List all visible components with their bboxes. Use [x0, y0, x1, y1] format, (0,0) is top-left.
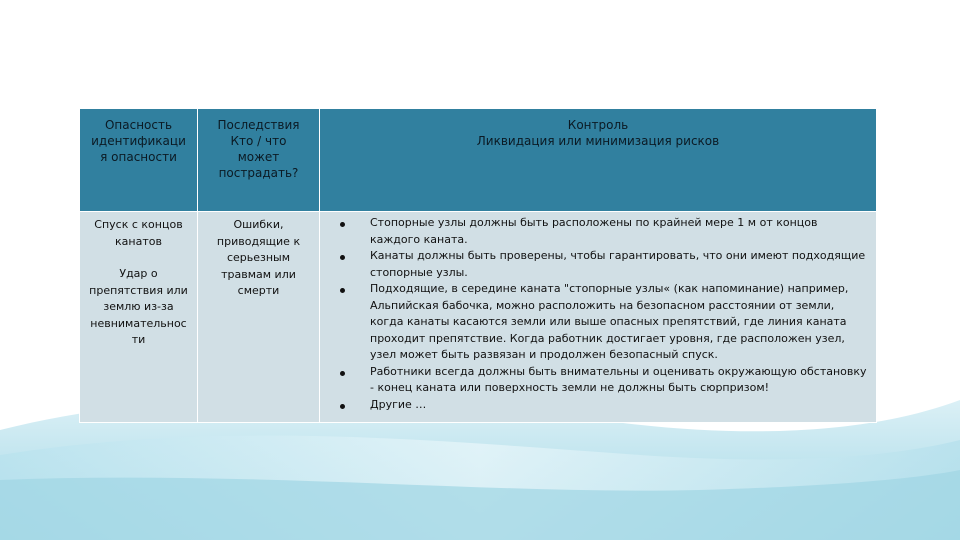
- list-item: [346, 215, 868, 248]
- controls-list: [320, 212, 876, 413]
- control-text: Канаты должны быть проверены, чтобы гарантировать, что они имеют подходящие стопорные узлы.: [370, 249, 866, 279]
- bullet-icon: [340, 371, 345, 376]
- header-text: Последствия: [217, 118, 300, 132]
- bullet-icon: [340, 255, 345, 260]
- list-item: [346, 248, 868, 281]
- bullet-icon: [340, 404, 345, 409]
- consequences-cell: [198, 212, 320, 423]
- list-item: [346, 281, 868, 364]
- bullet-icon: [340, 222, 345, 227]
- list-item: [346, 397, 868, 414]
- consequence-text: Ошибки,: [233, 218, 284, 231]
- header-text: идентификаци: [91, 134, 186, 148]
- header-consequences: [198, 109, 320, 212]
- bullet-icon: [340, 288, 345, 293]
- hazard-text: канатов: [115, 234, 162, 248]
- header-text: я опасности: [100, 150, 177, 164]
- control-text: Стопорные узлы должны быть расположены по крайней мере 1 м от концов каждого каната.: [370, 216, 818, 246]
- header-hazard: [80, 109, 198, 212]
- hazard-cell: [80, 212, 198, 423]
- risk-table: [79, 108, 877, 423]
- table-header-row: [80, 109, 877, 212]
- control-text: Работники всегда должны быть внимательны и оценивать окружающую обстановку - конец каната или поверхность земли не должны быть сюрпризом!: [370, 364, 867, 394]
- control-text: Подходящие, в середине каната "стопорные узлы« (как напоминание) например, Альпийская бабочка, можно расположить на безопасном расстоянии от земли, когда канаты касаются земли или выше опасных препятствий, где линия каната проходит препятствие. Когда работник достигает уровня, где расположен узел, узел может быть развязан и продолжен безопасный спуск.: [370, 282, 849, 361]
- control-text: Другие …: [370, 397, 427, 411]
- header-text: Ликвидация или минимизация рисков: [476, 134, 720, 148]
- header-text: Кто / что: [230, 134, 287, 148]
- list-item: [346, 364, 868, 397]
- consequence-text: смерти: [237, 284, 280, 297]
- consequence-text: серьезным: [226, 251, 291, 264]
- hazard-text: препятствия или: [89, 283, 188, 297]
- header-control: [320, 109, 877, 212]
- hazard-text: невнимательнос: [90, 316, 187, 330]
- hazard-text: землю из-за: [103, 300, 174, 313]
- header-text: Контроль: [567, 118, 629, 132]
- consequence-text: травмам или: [221, 267, 296, 281]
- hazard-text: ти: [131, 333, 146, 346]
- header-text: пострадать?: [218, 166, 299, 180]
- controls-cell: [320, 212, 877, 423]
- hazard-text: Спуск с концов: [94, 218, 183, 231]
- consequence-text: приводящие к: [216, 234, 301, 248]
- header-text: Опасность: [104, 118, 173, 132]
- table-row: [80, 212, 877, 423]
- header-text: может: [237, 150, 280, 164]
- hazard-text: Удар о: [119, 267, 158, 280]
